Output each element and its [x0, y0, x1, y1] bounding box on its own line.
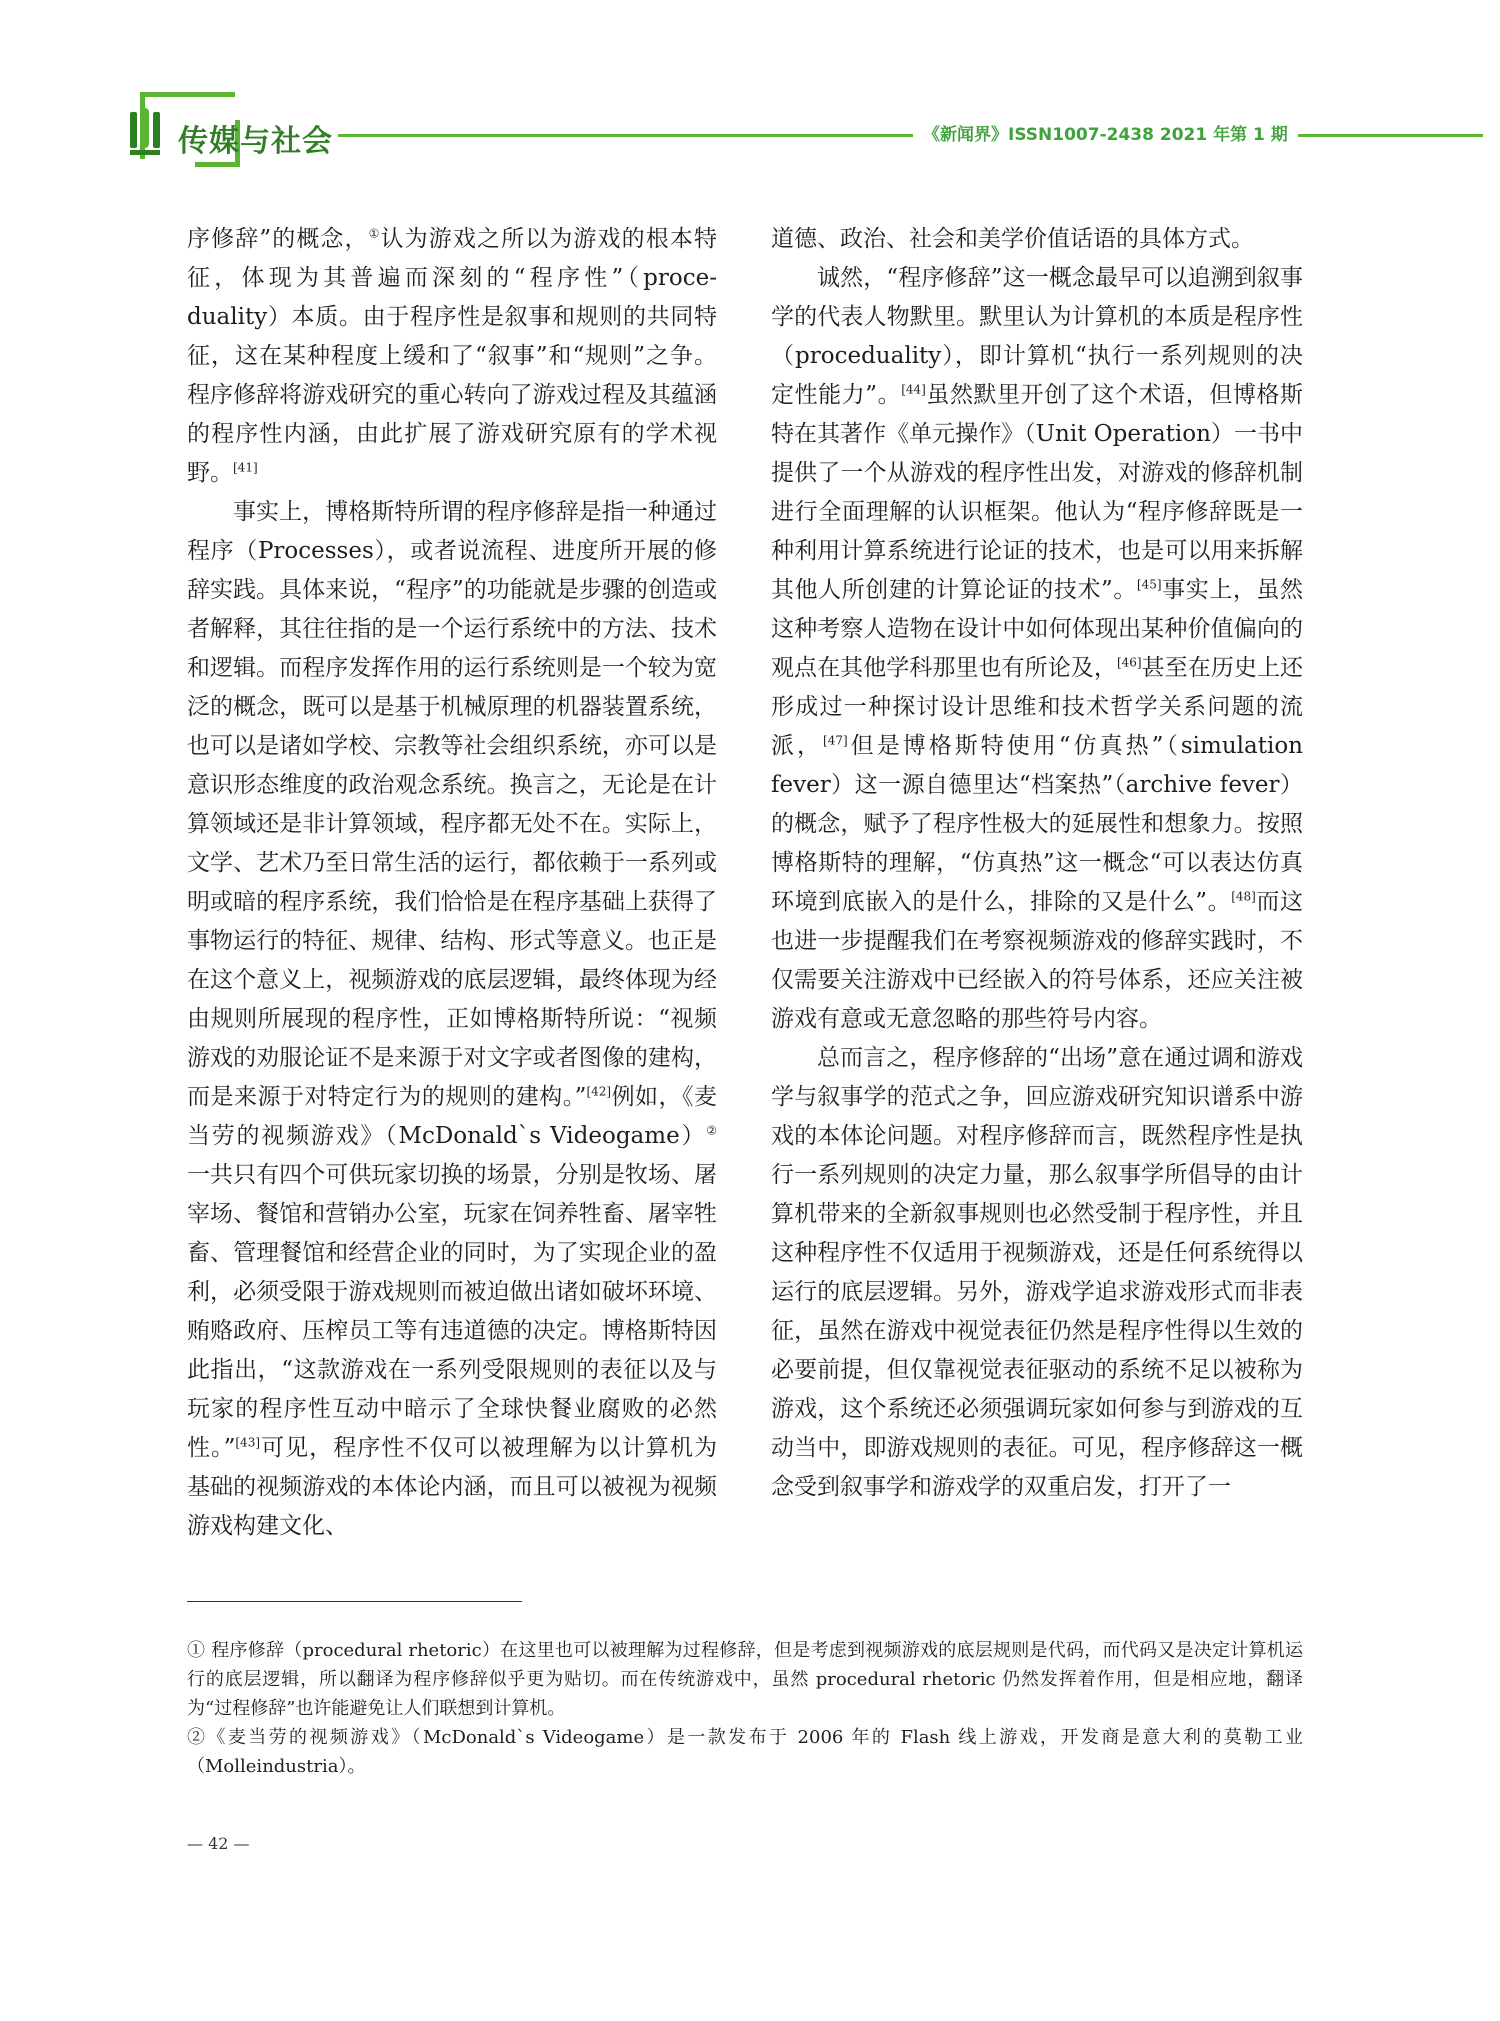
text-run: 诚然，“程序修辞”这一概念最早可以追溯到叙事学的代表人物默里。默里认为计算机的本质是程序性（proceduality），即计算机“执行一系列规则的决定性能力”。: [771, 265, 1303, 408]
paragraph: [187, 493, 717, 1546]
citation-ref[interactable]: [41]: [233, 460, 258, 475]
microphone-icon: [128, 108, 162, 162]
text-run: 事实上，博格斯特所谓的程序修辞是指一种通过程序（Processes），或者说流程、进度所开展的修辞实践。具体来说，“程序”的功能就是步骤的创造或者解释，其往往指的是一个运行系统中的方法、技术和逻辑。而程序发挥作用的运行系统则是一个较为宽泛的概念，既可以是基于机械原理的机器装置系统，也可以是诸如学校、宗教等社会组织系统，亦可以是意识形态维度的政治观念系统。换言之，无论是在计算领域还是非计算领域，程序都无处不在。实际上，文学、艺术乃至日常生活的运行，都依赖于一系列或明或暗的程序系统，我们恰恰是在程序基础上获得了事物运行的特征、规律、结构、形式等意义。也正是在这个意义上，视频游戏的底层逻辑，最终体现为经由规则所展现的程序性，正如博格斯特所说：“视频游戏的劝服论证不是来源于对文字或者图像的建构，而是来源于对特定行为的规则的建构。”: [187, 499, 717, 1110]
text-run: 可见，程序性不仅可以被理解为以计算机为基础的视频游戏的本体论内涵，而且可以被视为视频游戏构建文化、: [187, 1435, 718, 1539]
text-run: 但是博格斯特使用“仿真热”（simulation fever）这一源自德里达“档案热”（archive fever）的概念，赋予了程序性极大的延展性和想象力。按照博格斯特的理解，“仿真热”这一概念“可以表达仿真环境到底嵌入的是什么，排除的又是什么”。: [771, 733, 1303, 915]
paragraph: 总而言之，程序修辞的“出场”意在通过调和游戏学与叙事学的范式之争，回应游戏研究知识谱系中游戏的本体论问题。对程序修辞而言，既然程序性是执行一系列规则的决定力量，那么叙事学所倡导的由计算机带来的全新叙事规则也必然受制于程序性，并且这种程序性不仅适用于视频游戏，还是任何系统得以运行的底层逻辑。另外，游戏学追求游戏形式而非表征，虽然在游戏中视觉表征仍然是程序性得以生效的必要前提，但仅靠视觉表征驱动的系统不足以被称为游戏，这个系统还必须强调玩家如何参与到游戏的互动当中，即游戏规则的表征。可见，程序修辞这一概念受到叙事学和游戏学的双重启发，打开了一: [771, 1045, 1303, 1500]
citation-ref[interactable]: [44]: [901, 382, 926, 397]
footnotes: [187, 1636, 1303, 1781]
journal-info: 《新闻界》ISSN1007-2438 2021 年第 1 期: [923, 125, 1288, 145]
text-run: 认为游戏之所以为游戏的根本特征，体现为其普遍而深刻的“程序性”（proce-duality）本质。由于程序性是叙事和规则的共同特征，这在某种程度上缓和了“叙事”和“规则”之争。程序修辞将游戏研究的重心转向了游戏过程及其蕴涵的程序性内涵，由此扩展了游戏研究原有的学术视野。: [187, 226, 717, 486]
text-run: 甚至在历史上还形成过一种探讨设计思维和技术哲学关系问题的流派，: [771, 655, 1304, 759]
footnote-1: ① 程序修辞（procedural rhetoric）在这里也可以被理解为过程修辞，但是考虑到视频游戏的底层规则是代码，而代码又是决定计算机运行的底层逻辑，所以翻译为程序修辞似乎更为贴切。而在传统游戏中，虽然 procedural rhetoric 仍然发挥着作用，但是相应地，翻译为“过程修辞”也许能避免让人们联想到计算机。: [187, 1640, 1303, 1719]
footnote-marker[interactable]: ①: [368, 226, 381, 241]
header-rule-right: [1298, 134, 1483, 137]
footnote-marker[interactable]: ②: [706, 1123, 717, 1138]
text-run: 而这也进一步提醒我们在考察视频游戏的修辞实践时，不仅需要关注游戏中已经嵌入的符号体系，还应关注被游戏有意或无意忽略的那些符号内容。: [771, 889, 1304, 1032]
header-rule-left: [338, 134, 913, 137]
citation-ref[interactable]: [48]: [1231, 889, 1256, 904]
text-run: 一共只有四个可供玩家切换的场景，分别是牧场、屠宰场、餐馆和营销办公室，玩家在饲养牲畜、屠宰牲畜、管理餐馆和经营企业的同时，为了实现企业的盈利，必须受限于游戏规则而被迫做出诸如破坏环境、贿赂政府、压榨员工等有违道德的决定。博格斯特因此指出，“这款游戏在一系列受限规则的表征以及与玩家的程序性互动中暗示了全球快餐业腐败的必然性。”: [187, 1162, 717, 1461]
text-run: 例如，《麦当劳的视频游戏》（McDonald`s Videogame）: [187, 1084, 718, 1149]
text-run: 事实上，虽然这种考察人造物在设计中如何体现出某种价值偏向的观点在其他学科那里也有所论及，: [771, 577, 1303, 681]
footnote-divider: [187, 1601, 522, 1602]
citation-ref[interactable]: [43]: [235, 1435, 261, 1450]
right-column: [771, 220, 1303, 1507]
footnote-2: ②《麦当劳的视频游戏》（McDonald`s Videogame）是一款发布于 2006 年的 Flash 线上游戏，开发商是意大利的莫勒工业（Molleindustria）。: [187, 1727, 1303, 1777]
citation-ref[interactable]: [47]: [823, 733, 848, 748]
citation-ref[interactable]: [45]: [1136, 577, 1162, 592]
paragraph: 道德、政治、社会和美学价值话语的具体方式。: [771, 226, 1254, 252]
section-masthead: 传媒与社会: [178, 124, 333, 159]
paragraph: [771, 259, 1303, 1039]
page-number: — 42 —: [187, 1834, 250, 1853]
citation-ref[interactable]: [46]: [1116, 655, 1142, 670]
text-run: 序修辞”的概念，: [187, 226, 369, 252]
text-run: 虽然默里开创了这个术语，但博格斯特在其著作《单元操作》（Unit Operation）一书中提供了一个从游戏的程序性出发，对游戏的修辞机制进行全面理解的认识框架。他认为“程序修辞既是一种利用计算系统进行论证的技术，也是可以用来拆解其他人所创建的计算论证的技术”。: [771, 382, 1304, 603]
left-column: [187, 220, 717, 1546]
citation-ref[interactable]: [42]: [586, 1084, 612, 1099]
paragraph: [187, 220, 717, 493]
